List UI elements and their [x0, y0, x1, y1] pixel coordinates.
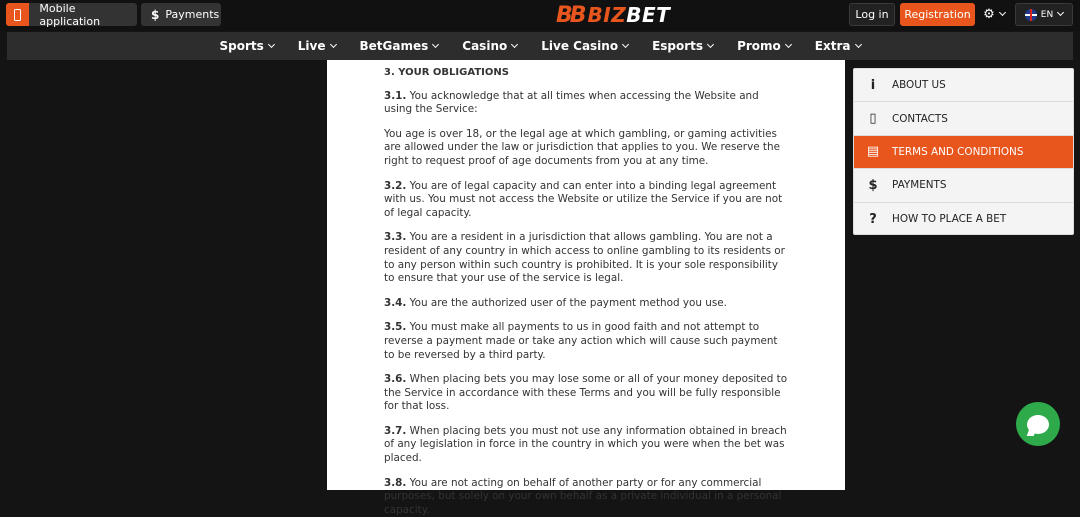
phone-icon: ▯ — [869, 111, 877, 127]
chevron-down-icon — [707, 40, 714, 47]
nav-extra[interactable]: Extra — [815, 39, 861, 53]
clause-3-7: 3.7. When placing bets you must not use any information obtained in breach of any legislation in force in the country in which you were when the bet was placed. — [384, 424, 787, 465]
nav-live[interactable]: Live — [298, 39, 336, 53]
registration-button[interactable]: Registration — [900, 3, 975, 26]
info-side-menu — [853, 68, 1074, 235]
payments-label: Payments — [165, 8, 220, 21]
chevron-down-icon — [854, 40, 861, 47]
nav-betgames[interactable]: BetGames — [360, 39, 439, 53]
chevron-down-icon — [622, 40, 629, 47]
logo-word-bet: BET — [626, 3, 671, 27]
chat-bubble-icon — [1027, 415, 1049, 434]
terms-content — [327, 60, 845, 516]
uk-flag-icon — [1025, 9, 1037, 21]
section-heading: 3. YOUR OBLIGATIONS — [384, 67, 509, 78]
live-chat-button[interactable] — [1016, 402, 1060, 446]
nav-sports[interactable]: Sports — [220, 39, 274, 53]
gear-icon: ⚙ — [983, 7, 995, 22]
mobile-app-label: Mobile application — [39, 1, 101, 28]
book-icon: ▤ — [866, 144, 880, 160]
nav-live-casino[interactable]: Live Casino — [541, 39, 628, 53]
clause-3-4: 3.4. You are the authorized user of the payment method you use. — [384, 296, 727, 309]
side-item-about-us[interactable]: i ABOUT US — [854, 69, 1073, 102]
language-selector[interactable] — [1015, 3, 1073, 26]
chevron-down-icon — [1057, 9, 1064, 16]
logo-word-biz: BIZ — [587, 3, 627, 27]
clause-3-1: 3.1. You acknowledge that at all times when accessing the Website and using the Service: — [384, 89, 759, 116]
chevron-down-icon — [785, 40, 792, 47]
chevron-down-icon — [511, 40, 518, 47]
nav-promo[interactable]: Promo — [737, 39, 791, 53]
side-item-payments[interactable]: $ PAYMENTS — [854, 169, 1073, 202]
side-item-how-to-bet[interactable]: ? HOW TO PLACE A BET — [854, 203, 1073, 236]
chevron-down-icon — [268, 40, 275, 47]
dollar-icon: $ — [151, 7, 160, 22]
dollar-icon: $ — [868, 177, 878, 193]
chevron-down-icon — [999, 9, 1006, 16]
top-bar — [0, 0, 1080, 31]
nav-esports[interactable]: Esports — [652, 39, 713, 53]
clause-3-2: 3.2. You are of legal capacity and can enter into a binding legal agreement with us. You must not access the Website or utilize the Service if you are not of legal capacity. — [384, 179, 783, 219]
clause-3-5: 3.5. You must make all payments to us in good faith and not attempt to reverse a payment made or take any action which will cause such payment to be reversed by a third party. — [384, 321, 778, 361]
settings-button[interactable] — [979, 3, 1009, 26]
phone-icon — [6, 3, 29, 26]
payments-button[interactable] — [141, 3, 221, 26]
chevron-down-icon — [329, 40, 336, 47]
side-item-contacts[interactable]: ▯ CONTACTS — [854, 102, 1073, 135]
logo-mark: BB — [556, 2, 584, 28]
clause-3-8: 3.8. You are not acting on behalf of another party or for any commercial purposes, but solely on your own behalf as a private individual in a personal capacity. — [384, 476, 782, 516]
bizbet-logo[interactable] — [556, 2, 670, 28]
language-label: EN — [1040, 9, 1054, 20]
login-button[interactable]: Log in — [849, 3, 895, 26]
clause-3-3: 3.3. You are a resident in a jurisdiction that allows gambling. You are not a resident of any country in which access to online gambling to its residents or to any person within such country is prohibited. It is your sole responsibility to ensure that your use of the service is legal. — [384, 231, 785, 285]
info-icon: i — [870, 77, 876, 93]
nav-casino[interactable]: Casino — [462, 39, 517, 53]
clause-3-6: 3.6. When placing bets you may lose some or all of your money deposited to the Service in accordance with these Terms and you will be fully responsible for that loss. — [384, 373, 788, 413]
main-nav — [7, 32, 1073, 60]
chevron-down-icon — [432, 40, 439, 47]
clause-age: You age is over 18, or the legal age at which gambling, or gaming activities are allowed under the law or jurisdiction that applies to you. We reserve the right to request proof of age documents from you at any time. — [384, 127, 780, 167]
question-icon: ? — [869, 211, 877, 227]
side-item-terms[interactable]: ▤ TERMS AND CONDITIONS — [854, 136, 1073, 169]
mobile-app-button[interactable] — [6, 3, 137, 26]
